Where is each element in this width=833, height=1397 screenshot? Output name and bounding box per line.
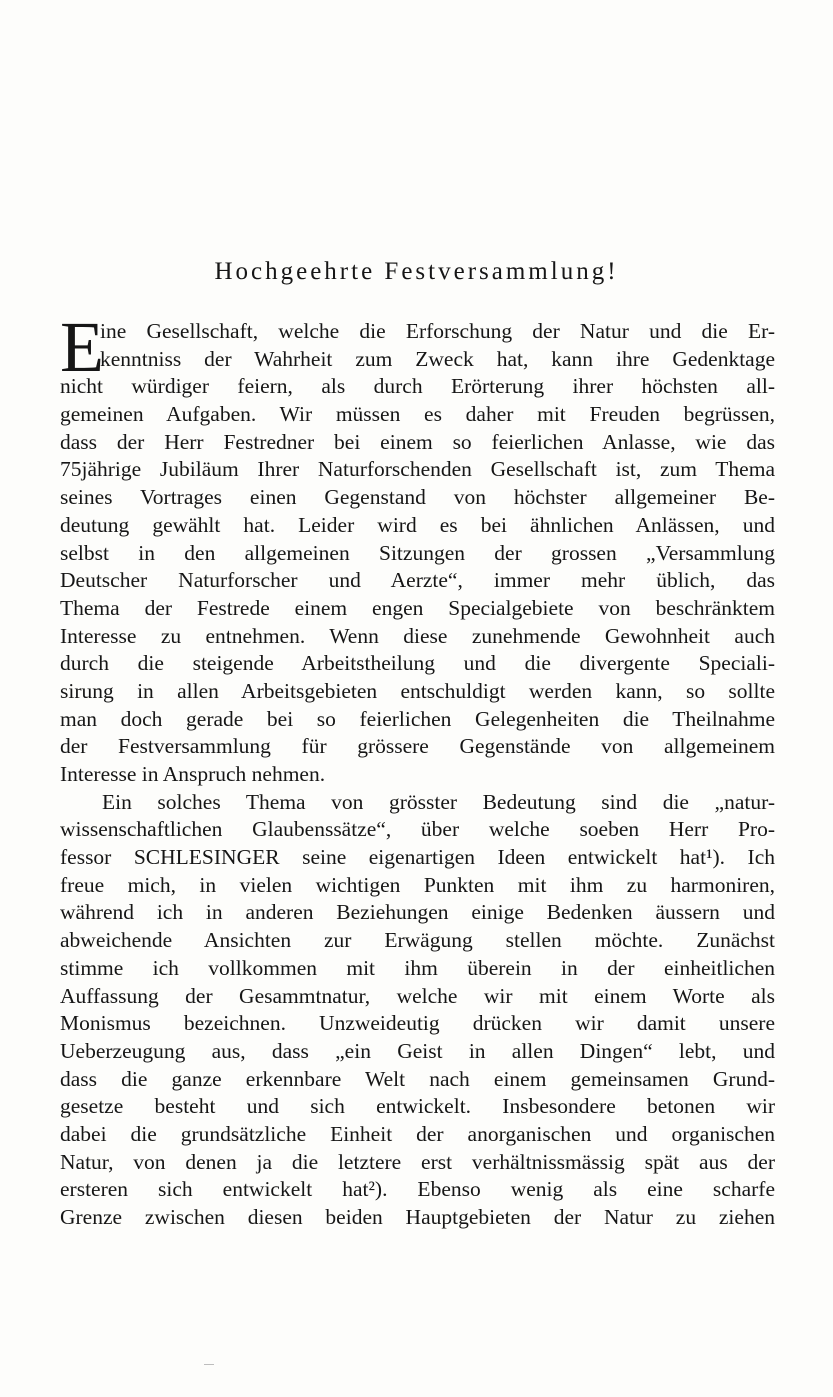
text-line: Natur, von denen ja die letztere erst verhältnissmässig spät aus der	[60, 1149, 775, 1174]
text-line: man doch gerade bei so feierlichen Gelegenheiten die Theilnahme	[60, 706, 775, 731]
text-line: abweichende Ansichten zur Erwägung stellen möchte. Zunächst	[60, 928, 775, 953]
text-line: Auffassung der Gesammtnatur, welche wir mit einem Worte als	[60, 983, 775, 1008]
text-line: 75jährige Jubiläum Ihrer Naturforschenden Gesellschaft ist, zum Thema	[60, 457, 775, 482]
text-line: fessor SCHLESINGER seine eigenartigen Ideen entwickelt hat¹). Ich	[60, 845, 775, 870]
drop-cap: E	[60, 307, 104, 387]
text-line: freue mich, in vielen wichtigen Punkten mit ihm zu harmoniren,	[60, 872, 775, 897]
text-line: gemeinen Aufgaben. Wir müssen es daher mit Freuden begrüssen,	[60, 402, 775, 427]
text-line: seines Vortrages einen Gegenstand von höchster allgemeiner Be-	[60, 485, 775, 510]
text-line: gesetze besteht und sich entwickelt. Insbesondere betonen wir	[60, 1094, 775, 1119]
text-line: Deutscher Naturforscher und Aerzte“, immer mehr üblich, das	[60, 568, 775, 593]
text-line: durch die steigende Arbeitstheilung und die divergente Speciali-	[60, 651, 775, 676]
text-line: ine Gesellschaft, welche die Erforschung der Natur und die Er-	[100, 319, 775, 343]
text-line: ersteren sich entwickelt hat²). Ebenso wenig als eine scharfe	[60, 1177, 775, 1202]
text-line: Ueberzeugung aus, dass „ein Geist in allen Dingen“ lebt, und	[60, 1038, 775, 1063]
text-line: Ein solches Thema von grösster Bedeutung sind die „natur-	[102, 789, 775, 814]
text-line: während ich in anderen Beziehungen einige Bedenken äussern und	[60, 900, 775, 925]
text-line: Interesse in Anspruch nehmen.	[60, 762, 326, 786]
text-line: Grenze zwischen diesen beiden Hauptgebieten der Natur zu ziehen	[60, 1205, 775, 1229]
text-line: deutung gewählt hat. Leider wird es bei ähnlichen Anlässen, und	[60, 512, 775, 537]
text-line: dabei die grundsätzliche Einheit der anorganischen und organischen	[60, 1121, 775, 1146]
text-line: Interesse zu entnehmen. Wenn diese zunehmende Gewohnheit auch	[60, 623, 775, 648]
body-text	[60, 307, 775, 1232]
text-line: der Festversammlung für grössere Gegenstände von allgemeinem	[60, 734, 775, 759]
text-line: Monismus bezeichnen. Unzweideutig drücken wir damit unsere	[60, 1011, 775, 1036]
text-line: wissenschaftlichen Glaubenssätze“, über welche soeben Herr Pro-	[60, 817, 775, 842]
text-line: dass der Herr Festredner bei einem so feierlichen Anlasse, wie das	[60, 429, 775, 454]
text-line: dass die ganze erkennbare Welt nach einem gemeinsamen Grund-	[60, 1066, 775, 1091]
text-line: selbst in den allgemeinen Sitzungen der grossen „Versammlung	[60, 540, 775, 565]
page-mark	[204, 1364, 214, 1365]
text-line: nicht würdiger feiern, als durch Erörterung ihrer höchsten all-	[60, 374, 775, 399]
page-heading: Hochgeehrte Festversammlung!	[214, 258, 619, 285]
text-line: kenntniss der Wahrheit zum Zweck hat, kann ihre Gedenktage	[100, 346, 775, 371]
text-line: sirung in allen Arbeitsgebieten entschuldigt werden kann, so sollte	[60, 678, 775, 703]
text-line: stimme ich vollkommen mit ihm überein in der einheitlichen	[60, 955, 775, 980]
text-line: Thema der Festrede einem engen Specialgebiete von beschränktem	[60, 595, 775, 620]
